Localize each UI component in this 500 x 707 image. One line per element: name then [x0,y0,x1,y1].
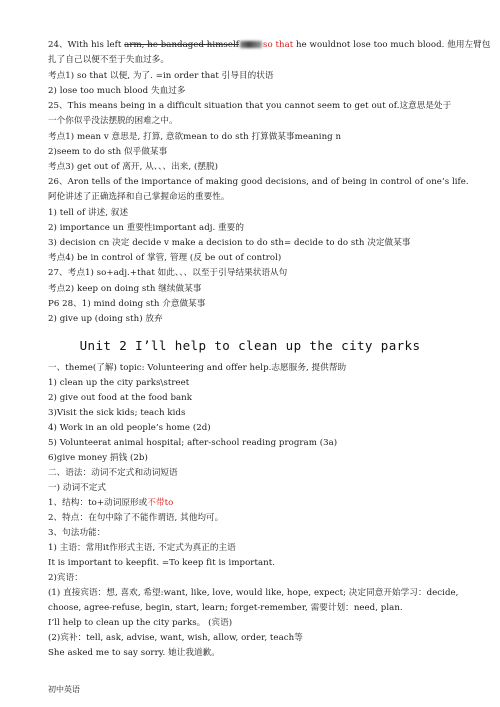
unit-item-1: 1) clean up the city parks\street [48,378,190,388]
unit-item-5: 5) Volunteerat animal hospital; after-school reading program (3a) [48,438,338,448]
line-25-translation: 一个你似乎没法摆脱的困难之中。 [48,116,178,126]
line-26-point-3: 3) decision cn 决定 decide v make a decision to do sth= decide to do sth 决定做某事 [48,238,411,248]
highlight-so-that: so that [263,40,294,50]
line-28-point-1: P6 28、1) mind doing sth 介意做某事 [48,299,206,309]
subject-example: It is important to keepfit. =To keep fit is important. [48,558,275,568]
smudge-mark [240,41,262,48]
line-24-translation: 扎了自己以便不至于失血过多。 [48,55,170,65]
infinitive-feature: 2、特点：在句中除了不能作谓语, 其他均可。 [48,513,224,523]
unit-item-4: 4) Work in an old people’s home (2d) [48,423,211,433]
object-complement: (2)宾补：tell, ask, advise, want, wish, allow, order, teach等 [48,633,303,643]
line-28-point-2: 2) give up (doing sth) 放弃 [48,314,163,324]
unit-title: Unit 2 I’ll help to clean up the city parks [79,338,421,353]
line-25-sentence: 25、This means being in a difficult situation that you cannot seem to get out of.这意思是处于 [48,101,452,111]
line-25-point-2: 2)seem to do sth 似乎做某事 [48,147,168,157]
line-25-point-1: 考点1) mean v 意思是, 打算, 意欲mean to do sth 打算做某事meaning n [48,132,342,142]
syntax-function: 3、句法功能： [48,528,106,538]
line-24-point-1: 考点1) so that 以便, 为了. =in order that 引导目的状语 [48,71,274,81]
infinitive-structure: 1、结构：to+动词原形或不带to [48,498,174,508]
line-24-sentence: 24、With his left arm, he bandaged himself so that he wouldnot lose too much blood. 他用左臂包 [48,40,491,50]
line-27-point-1: 27、考点1) so+adj.+that 如此、、、以至于引导结果状语从句 [48,268,288,278]
function-subject: 1) 主语：常用it作形式主语, 不定式为真正的主语 [48,543,236,553]
highlight-without-to: 不带to [147,498,174,508]
line-27-point-2: 考点2) keep on doing sth 继续做某事 [48,284,202,294]
line-24-point-2: 2) lose too much blood 失血过多 [48,86,186,96]
line-26-point-4: 考点4) be in control of 掌管, 管理 (反 be out of control) [48,253,282,263]
line-25-point-3: 考点3) get out of 离开, 从、、、出来, (摆脱) [48,162,219,172]
object-example: I’ll help to clean up the city parks。 (宾语) [48,618,233,628]
unit-theme: 一、theme(了解) topic: Volunteering and offer help.志愿服务, 提供帮助 [48,363,347,373]
unit-item-2: 2) give out food at the food bank [48,393,193,403]
line-26-point-2: 2) importance un 重要性important adj. 重要的 [48,223,244,233]
line-26-sentence: 26、Aron tells of the importance of making good decisions, and of being in control of one’s life. [48,177,469,187]
unit-item-6: 6)give money 捐钱 (2b) [48,453,148,463]
infinitive-heading: 一) 动词不定式 [48,483,107,493]
direct-object: (1) 直接宾语：想, 喜欢, 希望:want, like, love, would like, hope, expect; 决定同意开始学习：decide, [48,588,459,598]
unit-item-3: 3)Visit the sick kids; teach kids [48,408,186,418]
function-object: 2)宾语： [48,573,83,583]
struck-text: arm, he bandaged himself [124,40,240,50]
grammar-heading: 二、语法：动词不定式和动词短语 [48,468,178,478]
complement-example: She asked me to say sorry. 她让我道歉。 [48,648,220,658]
line-26-point-1: 1) tell of 讲述, 叙述 [48,208,129,218]
line-26-translation: 阿伦讲述了正确选择和自己掌握命运的重要性。 [48,192,230,202]
page-footer: 初中英语 [48,685,80,694]
direct-object-verbs: choose, agree-refuse, begin, start, learn; forget-remember, 需要计划：need, plan. [48,603,403,613]
